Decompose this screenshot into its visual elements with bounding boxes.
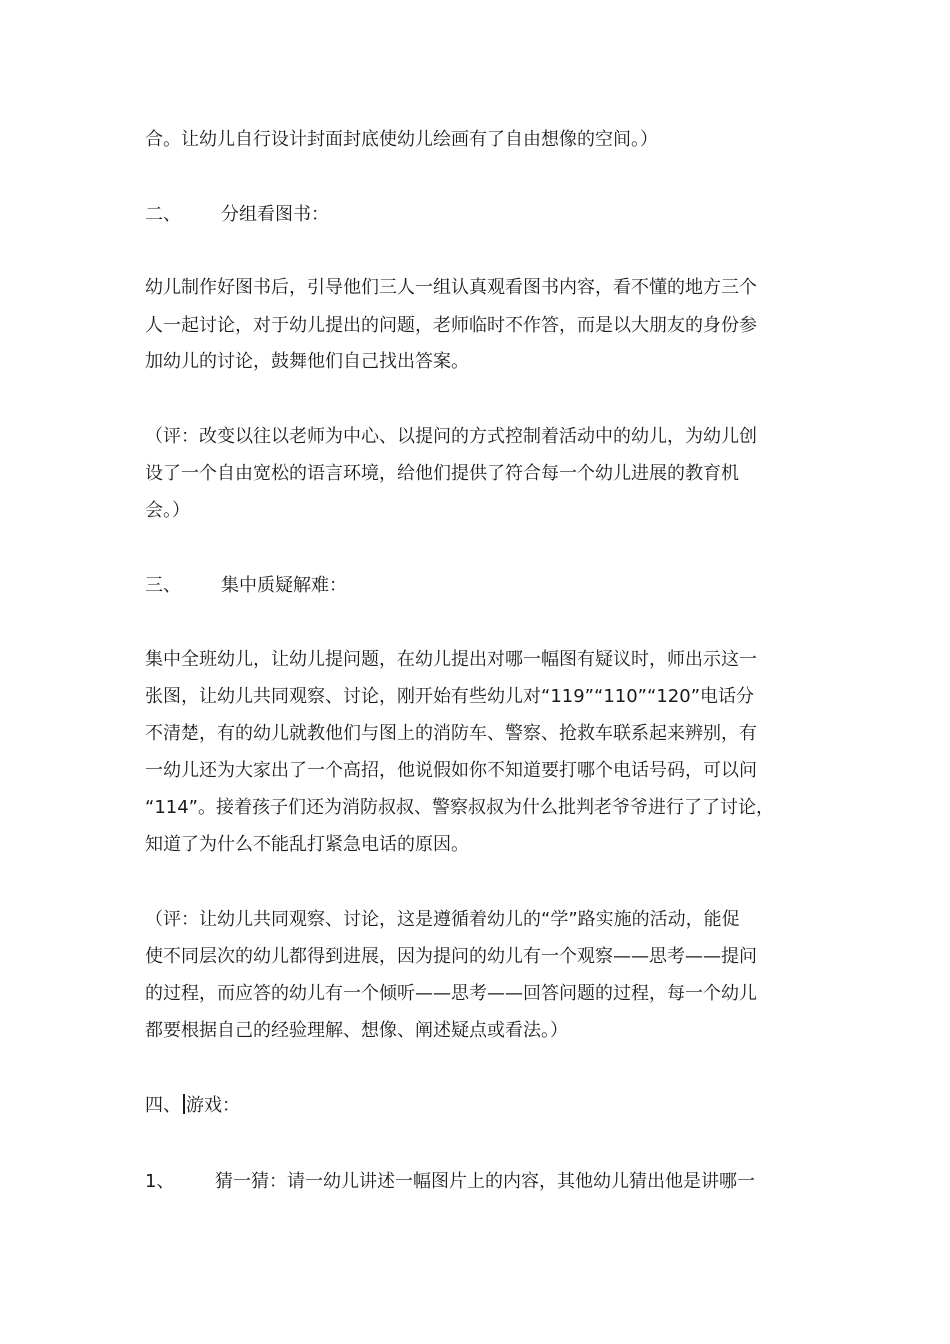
paragraph-line: 集中全班幼儿，让幼儿提问题，在幼儿提出对哪一幅图有疑议时，师出示这一: [145, 649, 757, 670]
paragraph-line: “114”。接着孩子们还为消防叔叔、警察叔叔为什么批判老爷爷进行了了讨论，: [145, 797, 775, 818]
comment-line: （评：改变以往以老师为中心、以提问的方式控制着活动中的幼儿，为幼儿创: [145, 426, 757, 447]
paragraph-line: 张图，让幼儿共同观察、讨论，刚开始有些幼儿对“119”“110”“120”电话分: [145, 686, 755, 707]
section-number: 二、: [145, 204, 181, 225]
comment-line: 使不同层次的幼儿都得到进展，因为提问的幼儿有一个观察——思考——提问: [145, 946, 757, 967]
comment-line: 设了一个自由宽松的语言环境，给他们提供了符合每一个幼儿进展的教育机: [145, 463, 739, 484]
paragraph-line: 不清楚，有的幼儿就教他们与图上的消防车、警察、抢救车联系起来辨别，有: [145, 723, 757, 744]
paragraph-line: 人一起讨论，对于幼儿提出的问题，老师临时不作答，而是以大朋友的身份参: [145, 315, 757, 336]
text-cursor: [183, 1094, 185, 1114]
section-heading-4: [145, 1093, 240, 1119]
paragraph-line: 知道了为什么不能乱打紧急电话的原因。: [145, 834, 469, 855]
list-item-1: [145, 1169, 755, 1195]
paragraph-line: 加幼儿的讨论，鼓舞他们自己找出答案。: [145, 351, 469, 372]
section-heading-3: [145, 573, 347, 599]
section-number: 三、: [145, 575, 181, 596]
section-number: 四、: [145, 1095, 181, 1116]
list-item-number: 1、: [145, 1171, 175, 1192]
paragraph-line: 一幼儿还为大家出了一个高招，他说假如你不知道要打哪个电话号码，可以问: [145, 760, 757, 781]
comment-line: 会。）: [145, 500, 190, 521]
list-item-text: 猜一猜：请一幼儿讲述一幅图片上的内容，其他幼儿猜出他是讲哪一: [215, 1171, 755, 1192]
comment-line: 的过程，而应答的幼儿有一个倾听——思考——回答问题的过程，每一个幼儿: [145, 983, 757, 1004]
section-title: 集中质疑解难：: [221, 575, 347, 596]
section-title: 游戏：: [186, 1095, 240, 1116]
comment-line: 都要根据自己的经验理解、想像、阐述疑点或看法。）: [145, 1020, 568, 1041]
section-title: 分组看图书：: [221, 204, 329, 225]
section-heading-2: [145, 202, 329, 228]
paragraph-line: 幼儿制作好图书后，引导他们三人一组认真观看图书内容，看不懂的地方三个: [145, 277, 757, 298]
comment-line: （评：让幼儿共同观察、讨论，这是遵循着幼儿的“学”路实施的活动，能促: [145, 909, 740, 930]
paragraph-line: 合。让幼儿自行设计封面封底使幼儿绘画有了自由想像的空间。）: [145, 129, 658, 150]
